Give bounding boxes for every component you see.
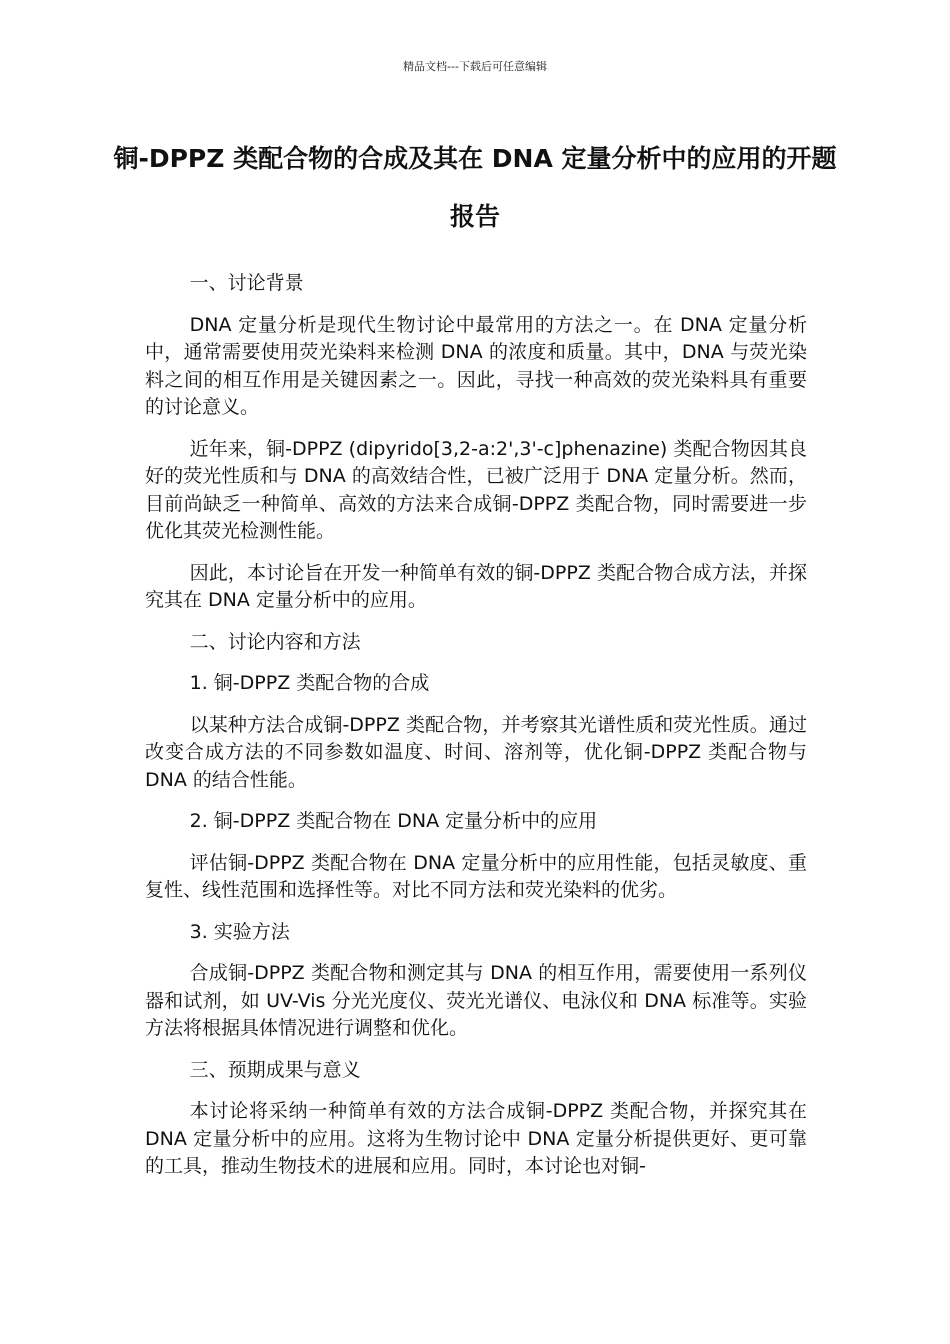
document-title: 铜-DPPZ 类配合物的合成及其在 DNA 定量分析中的应用的开题报告: [113, 144, 837, 231]
paragraph: 近年来，铜-DPPZ (dipyrido[3,2-a:2',3'-c]phenazine) 类配合物因其良好的荧光性质和与 DNA 的高效结合性，已被广泛用于 DNA 定量分析。然而，目前尚缺乏一种简单、高效的方法来合成铜-DPPZ 类配合物，同时需要进一步优化其荧光检测性能。: [145, 437, 807, 542]
section-heading: 三、预期成果与意义: [189, 1058, 361, 1081]
paragraph: 评估铜-DPPZ 类配合物在 DNA 定量分析中的应用性能，包括灵敏度、重复性、线性范围和选择性等。对比不同方法和荧光染料的优劣。: [145, 851, 807, 901]
subsection-heading: 2. 铜-DPPZ 类配合物在 DNA 定量分析中的应用: [189, 810, 598, 832]
paragraph: 合成铜-DPPZ 类配合物和测定其与 DNA 的相互作用，需要使用一系列仪器和试剂，如 UV-Vis 分光光度仪、荧光光谱仪、电泳仪和 DNA 标准等。实验方法将根据具体情况进行调整和优化。: [145, 962, 807, 1039]
paragraph: 本讨论将采纳一种简单有效的方法合成铜-DPPZ 类配合物，并探究其在 DNA 定量分析中的应用。这将为生物讨论中 DNA 定量分析提供更好、更可靠的工具，推动生物技术的进展和应用。同时，本讨论也对铜-: [145, 1100, 807, 1177]
paragraph: DNA 定量分析是现代生物讨论中最常用的方法之一。在 DNA 定量分析中，通常需要使用荧光染料来检测 DNA 的浓度和质量。其中，DNA 与荧光染料之间的相互作用是关键因素之一。因此，寻找一种高效的荧光染料具有重要的讨论意义。: [145, 313, 807, 418]
header-note: 精品文档---下载后可任意编辑: [403, 60, 547, 73]
subsection-heading: 1. 铜-DPPZ 类配合物的合成: [189, 672, 430, 694]
section-heading: 二、讨论内容和方法: [189, 630, 361, 653]
paragraph: 以某种方法合成铜-DPPZ 类配合物，并考察其光谱性质和荧光性质。通过改变合成方法的不同参数如温度、时间、溶剂等，优化铜-DPPZ 类配合物与 DNA 的结合性能。: [145, 713, 807, 791]
section-heading: 一、讨论背景: [189, 272, 304, 294]
subsection-heading: 3. 实验方法: [189, 920, 290, 943]
paragraph: 因此，本讨论旨在开发一种简单有效的铜-DPPZ 类配合物合成方法，并探究其在 DNA 定量分析中的应用。: [145, 561, 807, 611]
document-body: [145, 270, 807, 1195]
